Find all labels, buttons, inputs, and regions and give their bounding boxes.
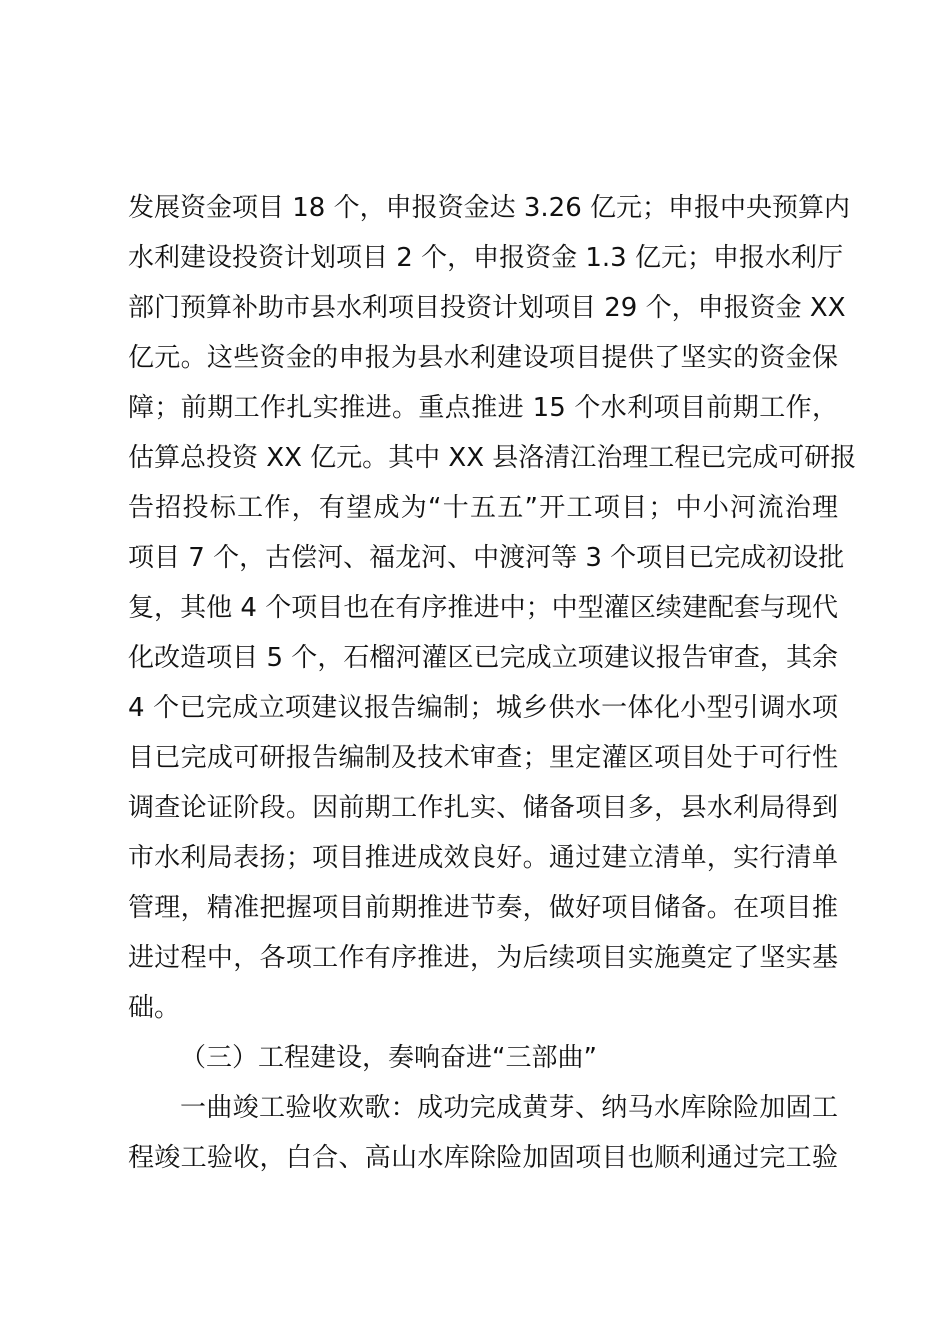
body-line: 障；前期工作扎实推进。重点推进 15 个水利项目前期工作， <box>128 393 838 423</box>
section-heading: （三）工程建设，奏响奋进“三部曲” <box>180 1043 597 1073</box>
body-line: 一曲竣工验收欢歌：成功完成黄芽、纳马水库除险加固工 <box>180 1093 838 1123</box>
body-line: 础。 <box>128 993 181 1023</box>
body-line: 4 个已完成立项建议报告编制；城乡供水一体化小型引调水项 <box>128 693 838 723</box>
body-line: 复，其他 4 个项目也在有序推进中；中型灌区续建配套与现代 <box>128 593 838 623</box>
body-line: 发展资金项目 18 个，申报资金达 3.26 亿元；申报中央预算内 <box>128 193 851 223</box>
body-line: 调查论证阶段。因前期工作扎实、储备项目多，县水利局得到 <box>128 793 838 823</box>
body-line: 市水利局表扬；项目推进成效良好。通过建立清单，实行清单 <box>128 843 838 873</box>
body-line: 化改造项目 5 个，石榴河灌区已完成立项建议报告审查，其余 <box>128 643 838 673</box>
document-body <box>128 183 857 1183</box>
body-line: 水利建设投资计划项目 2 个，申报资金 1.3 亿元；申报水利厅 <box>128 243 843 273</box>
body-line: 部门预算补助市县水利项目投资计划项目 29 个，申报资金 XX <box>128 293 846 323</box>
body-line: 管理，精准把握项目前期推进节奏，做好项目储备。在项目推 <box>128 893 838 923</box>
body-line: 目已完成可研报告编制及技术审查；里定灌区项目处于可行性 <box>128 743 838 773</box>
body-line: 进过程中，各项工作有序推进，为后续项目实施奠定了坚实基 <box>128 943 838 973</box>
body-line: 估算总投资 XX 亿元。其中 XX 县洛清江治理工程已完成可研报 <box>128 443 857 473</box>
body-line: 程竣工验收，白合、高山水库除险加固项目也顺利通过完工验 <box>128 1143 838 1173</box>
body-line: 告招投标工作，有望成为“十五五”开工项目；中小河流治理 <box>128 493 838 523</box>
body-line: 亿元。这些资金的申报为县水利建设项目提供了坚实的资金保 <box>128 343 838 373</box>
body-line: 项目 7 个，古偿河、福龙河、中渡河等 3 个项目已完成初设批 <box>128 543 845 573</box>
